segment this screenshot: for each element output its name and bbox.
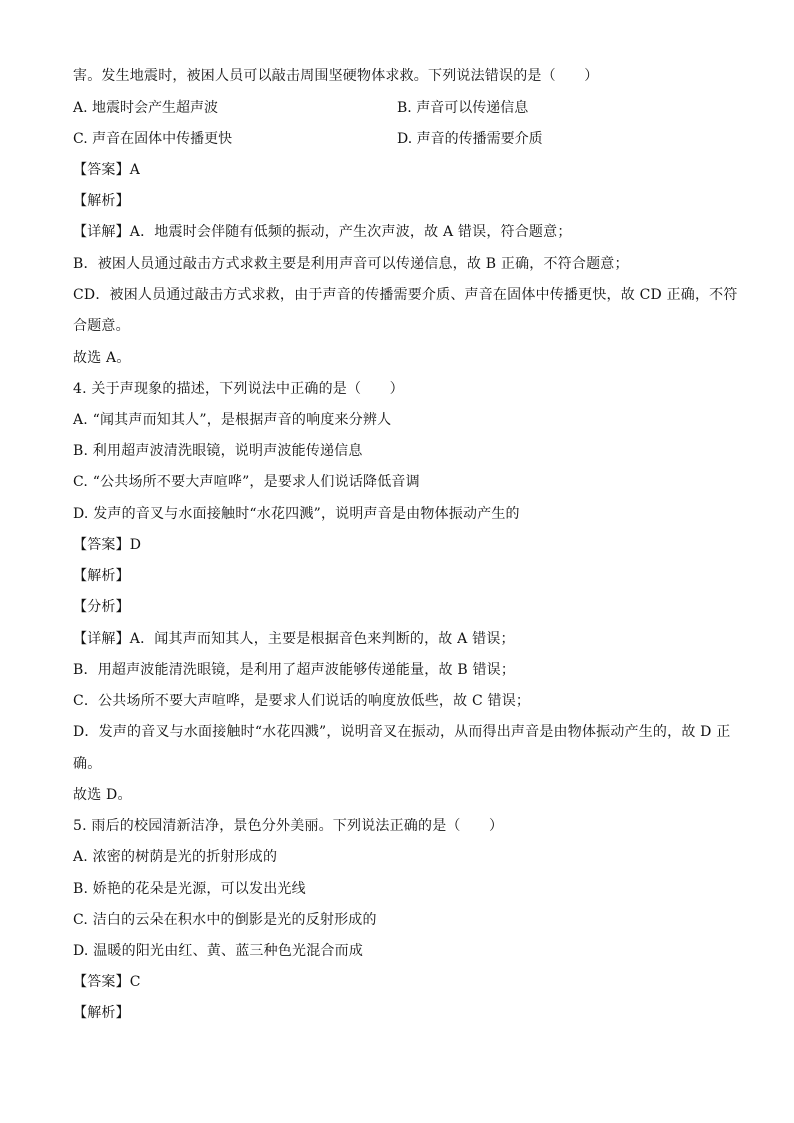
q3-detail-cd: CD．被困人员通过敲击方式求救，由于声音的传播需要介质、声音在固体中传播更快，故 CD 正确，不符 — [73, 287, 738, 303]
q3-option-a: A. 地震时会产生超声波 — [73, 100, 219, 116]
q4-detail-c: C．公共场所不要大声喧哗，是要求人们说话的响度放低些，故 C 错误； — [73, 693, 531, 709]
q4-answer: 【答案】D — [73, 537, 142, 553]
q5-option-c: C. 洁白的云朵在积水中的倒影是光的反射形成的 — [73, 912, 377, 928]
q4-breakdown-heading: 【分析】 — [73, 599, 130, 615]
q3-option-c: C. 声音在固体中传播更快 — [73, 131, 233, 147]
q4-option-b: B. 利用超声波清洗眼镜，说明声波能传递信息 — [73, 443, 363, 459]
question-3-stem-continued: 害。发生地震时，被困人员可以敲击周围坚硬物体求救。下列说法错误的是（ ） — [73, 68, 599, 84]
q4-option-c: C. “公共场所不要大声喧哗”，是要求人们说话降低音调 — [73, 474, 420, 490]
q4-option-a: A. “闻其声而知其人”，是根据声音的响度来分辨人 — [73, 412, 392, 428]
q5-option-b: B. 娇艳的花朵是光源，可以发出光线 — [73, 881, 306, 897]
q4-conclusion: 故选 D。 — [73, 787, 132, 803]
q4-detail-d-continued: 确。 — [73, 756, 102, 772]
q4-detail-a: 【详解】A．闻其声而知其人，主要是根据音色来判断的，故 A 错误； — [73, 631, 515, 647]
q5-option-d: D. 温暖的阳光由红、黄、蓝三种色光混合而成 — [73, 943, 364, 959]
q4-detail-b: B．用超声波能清洗眼镜，是利用了超声波能够传递能量，故 B 错误； — [73, 662, 516, 678]
q3-answer: 【答案】A — [73, 162, 141, 178]
q3-option-b: B. 声音可以传递信息 — [397, 100, 529, 116]
q4-analysis-heading: 【解析】 — [73, 568, 130, 584]
q3-detail-b: B．被困人员通过敲击方式求救主要是利用声音可以传递信息，故 B 正确，不符合题意； — [73, 256, 629, 272]
q3-option-d: D. 声音的传播需要介质 — [397, 131, 543, 147]
q3-analysis-heading: 【解析】 — [73, 193, 130, 209]
q4-detail-d: D．发声的音叉与水面接触时“水花四溅”，说明音叉在振动，从而得出声音是由物体振动产生的，故 D 正 — [73, 724, 731, 740]
q5-analysis-heading: 【解析】 — [73, 1005, 130, 1021]
q3-detail-a: 【详解】A．地震时会伴随有低频的振动，产生次声波，故 A 错误，符合题意； — [73, 224, 572, 240]
question-5-stem: 5. 雨后的校园清新洁净，景色分外美丽。下列说法正确的是（ ） — [73, 818, 504, 834]
q3-detail-cd-continued: 合题意。 — [73, 318, 130, 334]
q5-option-a: A. 浓密的树荫是光的折射形成的 — [73, 849, 278, 865]
q5-answer: 【答案】C — [73, 974, 141, 990]
q4-option-d: D. 发声的音叉与水面接触时“水花四溅”，说明声音是由物体振动产生的 — [73, 506, 520, 522]
question-4-stem: 4. 关于声现象的描述，下列说法中正确的是（ ） — [73, 381, 404, 397]
q3-conclusion: 故选 A。 — [73, 350, 131, 366]
